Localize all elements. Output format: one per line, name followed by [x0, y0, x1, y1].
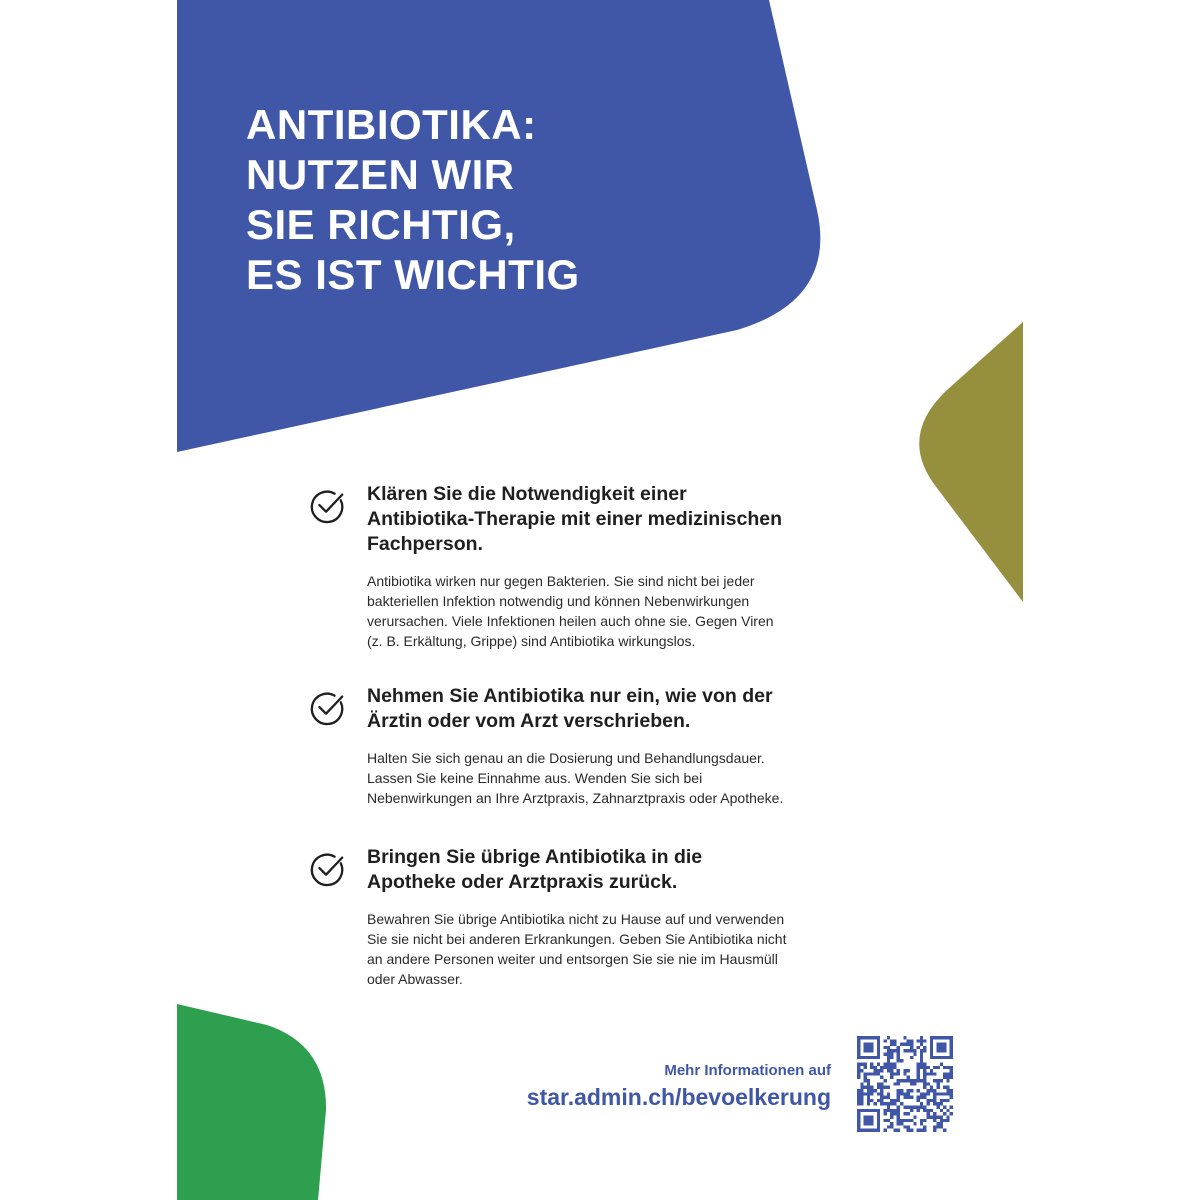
item-3-title: Bringen Sie übrige Antibiotika in die Apotheke oder Arztpraxis zurück.	[367, 846, 703, 893]
item-3-text: Bewahren Sie übrige Antibiotika nicht zu Hause auf und verwenden Sie sie nicht bei anderen Erkrankungen. Geben Sie Antibiotika nicht an andere Personen weiter und entsorgen Sie sie nie im Hausmüll oder Abwasser.	[367, 911, 787, 987]
recommendation-item-1	[308, 482, 788, 651]
recommendation-item-3	[308, 845, 788, 989]
headline	[246, 100, 580, 300]
headline-line-1: ANTIBIOTIKA:	[246, 101, 537, 148]
green-shape	[177, 1004, 326, 1200]
olive-shape	[919, 322, 1023, 602]
more-info-label: Mehr Informationen auf	[664, 1062, 831, 1079]
item-1-text: Antibiotika wirken nur gegen Bakterien. Sie sind nicht bei jeder bakteriellen Infektion notwendig und können Nebenwirkungen verursachen. Viele Infektionen heilen auch ohne sie. Gegen Viren (z. B. Erkältung, Grippe) sind Antibiotika wirkungslos.	[367, 573, 774, 649]
item-2-title: Nehmen Sie Antibiotika nur ein, wie von der Ärztin oder vom Arzt verschrieben.	[367, 685, 773, 732]
check-circle-icon	[308, 689, 346, 727]
more-info	[527, 1060, 831, 1112]
qr-code-icon[interactable]	[857, 1036, 953, 1132]
item-2-text: Halten Sie sich genau an die Dosierung und Behandlungsdauer. Lassen Sie keine Einnahme aus. Wenden Sie sich bei Nebenwirkungen an Ihre Arztpraxis, Zahnarztpraxis oder Apotheke.	[367, 750, 784, 806]
poster	[177, 0, 1023, 1200]
more-info-link[interactable]: star.admin.ch/bevoelkerung	[526, 1084, 831, 1110]
headline-line-2: NUTZEN WIR	[246, 151, 515, 198]
recommendation-item-2	[308, 684, 788, 808]
check-circle-icon	[308, 850, 346, 888]
item-1-title: Klären Sie die Notwendigkeit einer Antibiotika-Therapie mit einer medizinischen Fachperson.	[367, 483, 782, 555]
headline-line-3: SIE RICHTIG,	[246, 201, 516, 248]
check-circle-icon	[308, 487, 346, 525]
headline-line-4: ES IST WICHTIG	[246, 251, 580, 298]
